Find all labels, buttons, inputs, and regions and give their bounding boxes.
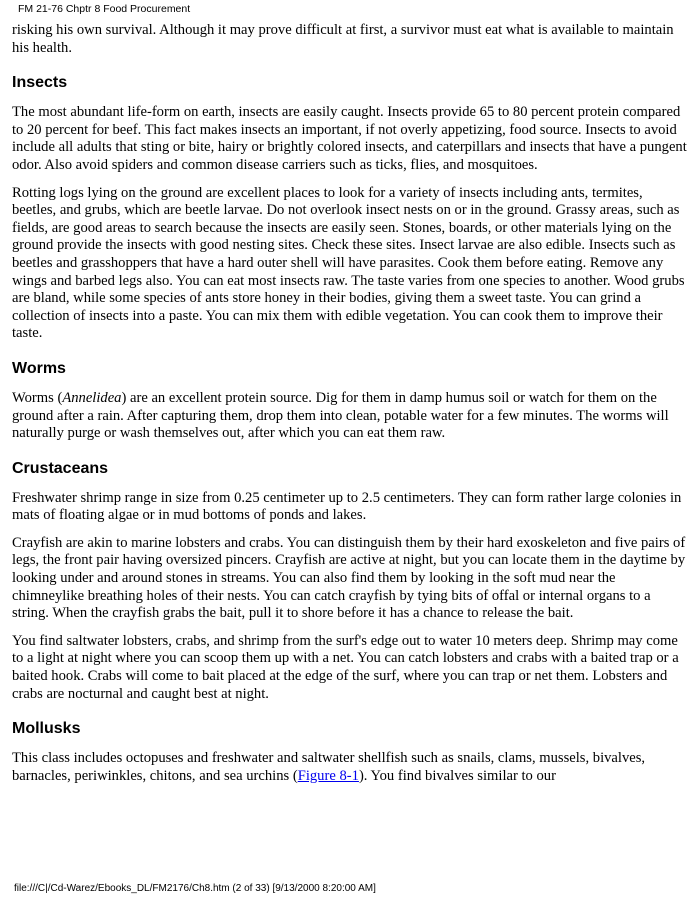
- heading-insects: Insects: [12, 74, 68, 92]
- intro-paragraph: risking his own survival. Although it may prove difficult at first, a survivor must eat what is available to maintain his health.: [12, 22, 674, 56]
- crustaceans-paragraph-2: Crayfish are akin to marine lobsters and crabs. You can distinguish them by their hard exoskeleton and five pairs of legs, the front pair having oversized pincers. Crayfish are active at night, but you can locate them in the daytime by looking under and around stones in streams. You can also find them by looking in the soft mud near the chimneylike breathing holes of their nests. You can catch crayfish by tying bits of offal or internal organs to a string. When the crayfish grabs the bait, pull it to shore before it has a chance to release the bait.: [12, 534, 686, 622]
- page-header-title: FM 21-76 Chptr 8 Food Procurement: [18, 3, 191, 15]
- document-body: [12, 22, 687, 795]
- figure-8-1-link[interactable]: Figure 8-1: [297, 767, 359, 784]
- insects-paragraph-2: Rotting logs lying on the ground are excellent places to look for a variety of insects including ants, termites, beetles, and grubs, which are beetle larvae. Do not overlook insect nests on or in the ground. Grassy areas, such as fields, are good areas to search because the insects are easily seen. Stones, boards, or other materials lying on the ground provide the insects with good nesting sites. Check these sites. Insect larvae are also edible. Insects such as beetles and grasshoppers that have a hard outer shell will have parasites. Cook them before eating. Remove any wings and barbed legs also. You can eat most insects raw. The taste varies from one species to another. Wood grubs are bland, while some species of ants store honey in their bodies, giving them a sweet taste. You can grind a collection of insects into a paste. You can mix them with edible vegetation. You can cook them to improve their taste.: [12, 184, 685, 342]
- crustaceans-paragraph-3: You find saltwater lobsters, crabs, and shrimp from the surf's edge out to water 10 meters deep. Shrimp may come to a light at night where you can scoop them up with a net. You can catch lobsters and crabs with a baited trap or a baited hook. Crabs will come to bait placed at the edge of the surf, where you can trap or net them. Lobsters and crabs are nocturnal and caught best at night.: [12, 632, 679, 702]
- mollusks-text-before: This class includes octopuses and freshwater and saltwater shellfish such as snails, clams, mussels, bivalves, barnacles, periwinkles, chitons, and sea urchins (: [12, 750, 646, 784]
- worms-scientific-name: Annelidea: [62, 389, 122, 406]
- insects-paragraph-1: The most abundant life-form on earth, insects are easily caught. Insects provide 65 to 80 percent protein compared to 20 percent for beef. This fact makes insects an important, if not overly appetizing, food source. Insects to avoid include all adults that sting or bite, hairy or brightly colored insects, and caterpillars and insects that have a pungent odor. Also avoid spiders and common disease carriers such as ticks, flies, and mosquitoes.: [12, 104, 687, 173]
- heading-mollusks: Mollusks: [12, 720, 81, 738]
- worms-text-after: ) are an excellent protein source. Dig for them in damp humus soil or watch for them on the ground after a rain. After capturing them, drop them into clean, potable water for a few minutes. The worms will naturally purge or wash themselves out, after which you can eat them raw.: [12, 389, 669, 442]
- worms-text-before: Worms (: [12, 389, 63, 406]
- worms-paragraph-1: [12, 390, 687, 443]
- mollusks-text-after: ). You find bivalves similar to our: [358, 767, 556, 784]
- crustaceans-paragraph-1: Freshwater shrimp range in size from 0.25 centimeter up to 2.5 centimeters. They can form rather large colonies in mats of floating algae or in mud bottoms of ponds and lakes.: [12, 489, 682, 524]
- heading-worms: Worms: [12, 359, 66, 377]
- page-footer-path: file:///C|/Cd-Warez/Ebooks_DL/FM2176/Ch8.htm (2 of 33) [9/13/2000 8:20:00 AM]: [14, 883, 376, 894]
- heading-crustaceans: Crustaceans: [12, 459, 109, 477]
- mollusks-paragraph-1: [12, 750, 687, 785]
